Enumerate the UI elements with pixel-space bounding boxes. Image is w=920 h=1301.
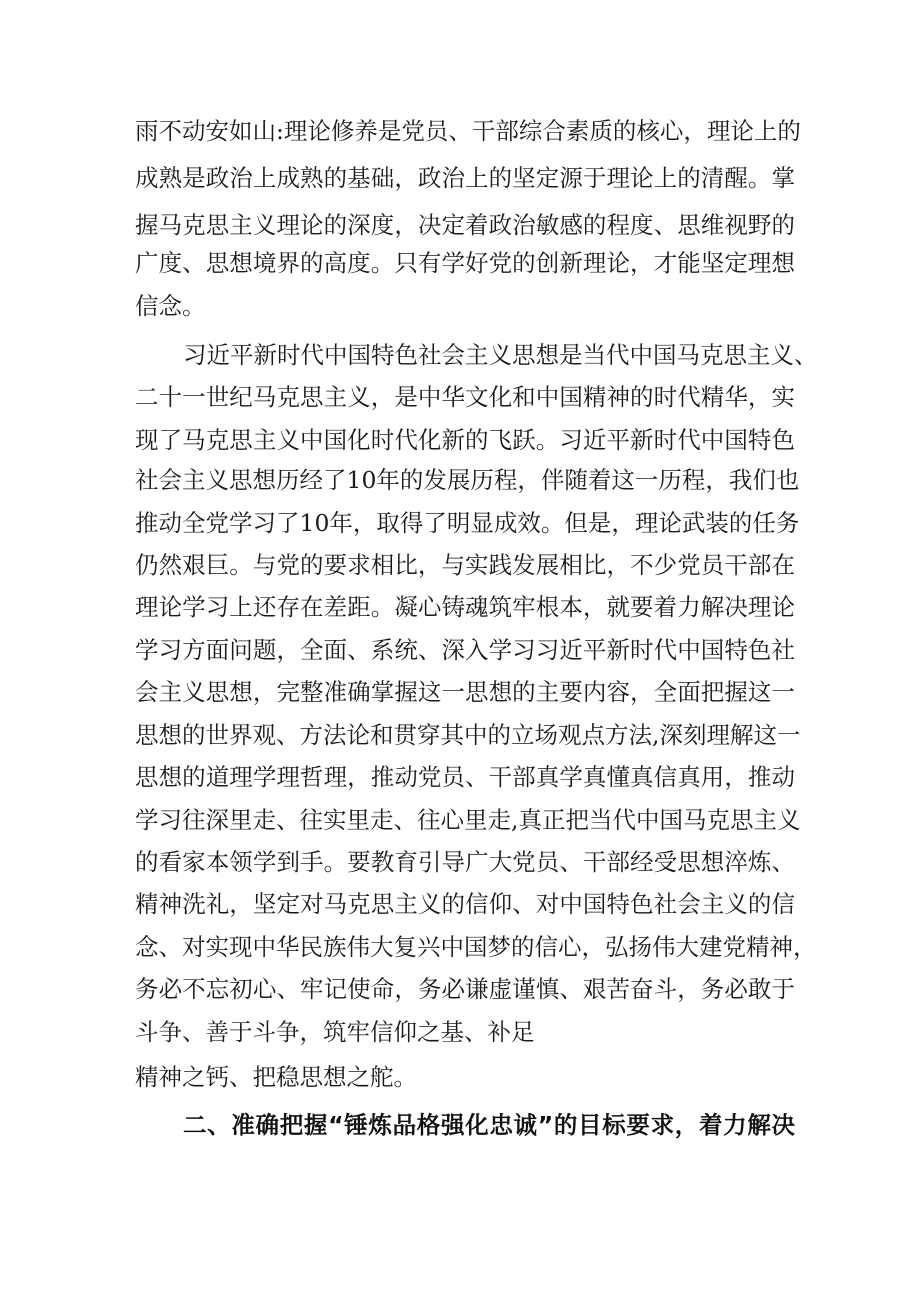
paragraph-2-line-11: 思想的道理学理哲理，推动党员、干部真学真懂真信真用，推动 bbox=[135, 763, 795, 791]
paragraph-2-line-1: 习近平新时代中国特色社会主义思想是当代中国马克思主义、 bbox=[183, 341, 818, 369]
paragraph-2-line-13: 的看家本领学到手。要教育引导广大党员、干部经受思想淬炼、 bbox=[135, 848, 795, 876]
paragraph-2-line-17: 斗争、善于斗争，筑牢信仰之基、补足 bbox=[135, 1018, 535, 1046]
paragraph-2-line-8: 学习方面问题，全面、系统、深入学习习近平新时代中国特色社 bbox=[135, 636, 795, 664]
paragraph-2-line-9: 会主义思想，完整准确掌握这一思想的主要内容，全面把握这一 bbox=[135, 678, 795, 706]
paragraph-2-line-12: 学习往深里走、往实里走、往心里走,真正把当代中国马克思主义 bbox=[135, 806, 801, 834]
paragraph-2-line-16: 务必不忘初心、牢记使命，务必谦虚谨慎、艰苦奋斗，务必敢于 bbox=[135, 975, 795, 1003]
paragraph-1-line-1: 雨不动安如山:理论修养是党员、干部综合素质的核心，理论上的 bbox=[135, 117, 801, 145]
paragraph-2-line-7: 理论学习上还存在差距。凝心铸魂筑牢根本，就要着力解决理论 bbox=[135, 593, 795, 621]
paragraph-1-line-5: 信念。 bbox=[135, 292, 206, 320]
paragraph-2-line-2: 二十一世纪马克思主义，是中华文化和中国精神的时代精华，实 bbox=[135, 383, 795, 411]
paragraph-2-line-10: 思想的世界观、方法论和贯穿其中的立场观点方法,深刻理解这一 bbox=[135, 721, 801, 749]
paragraph-2-line-4: 社会主义思想历经了10年的发展历程，伴随着这一历程，我们也 bbox=[135, 466, 800, 494]
paragraph-2-line-6: 仍然艰巨。与党的要求相比，与实践发展相比，不少党员干部在 bbox=[135, 551, 795, 579]
paragraph-1-line-2: 成熟是政治上成熟的基础，政治上的坚定源于理论上的清醒。掌 bbox=[135, 164, 795, 192]
section-heading: 二、准确把握“锤炼品格强化忠诚”的目标要求，着力解决 bbox=[183, 1111, 795, 1139]
paragraph-2-line-5: 推动全党学习了10年，取得了明显成效。但是，理论武装的任务 bbox=[135, 509, 800, 537]
paragraph-2-line-15: 念、对实现中华民族伟大复兴中国梦的信心，弘扬伟大建党精神， bbox=[135, 933, 817, 961]
paragraph-1-line-4: 广度、思想境界的高度。只有学好党的创新理论，才能坚定理想 bbox=[135, 249, 795, 277]
paragraph-2-line-14: 精神洗礼，坚定对马克思主义的信仰、对中国特色社会主义的信 bbox=[135, 890, 795, 918]
paragraph-1-line-3: 握马克思主义理论的深度，决定着政治敏感的程度、思维视野的 bbox=[135, 211, 795, 239]
paragraph-2-line-18: 精神之钙、把稳思想之舵。 bbox=[135, 1063, 417, 1091]
paragraph-2-line-3: 现了马克思主义中国化时代化新的飞跃。习近平新时代中国特色 bbox=[135, 426, 795, 454]
